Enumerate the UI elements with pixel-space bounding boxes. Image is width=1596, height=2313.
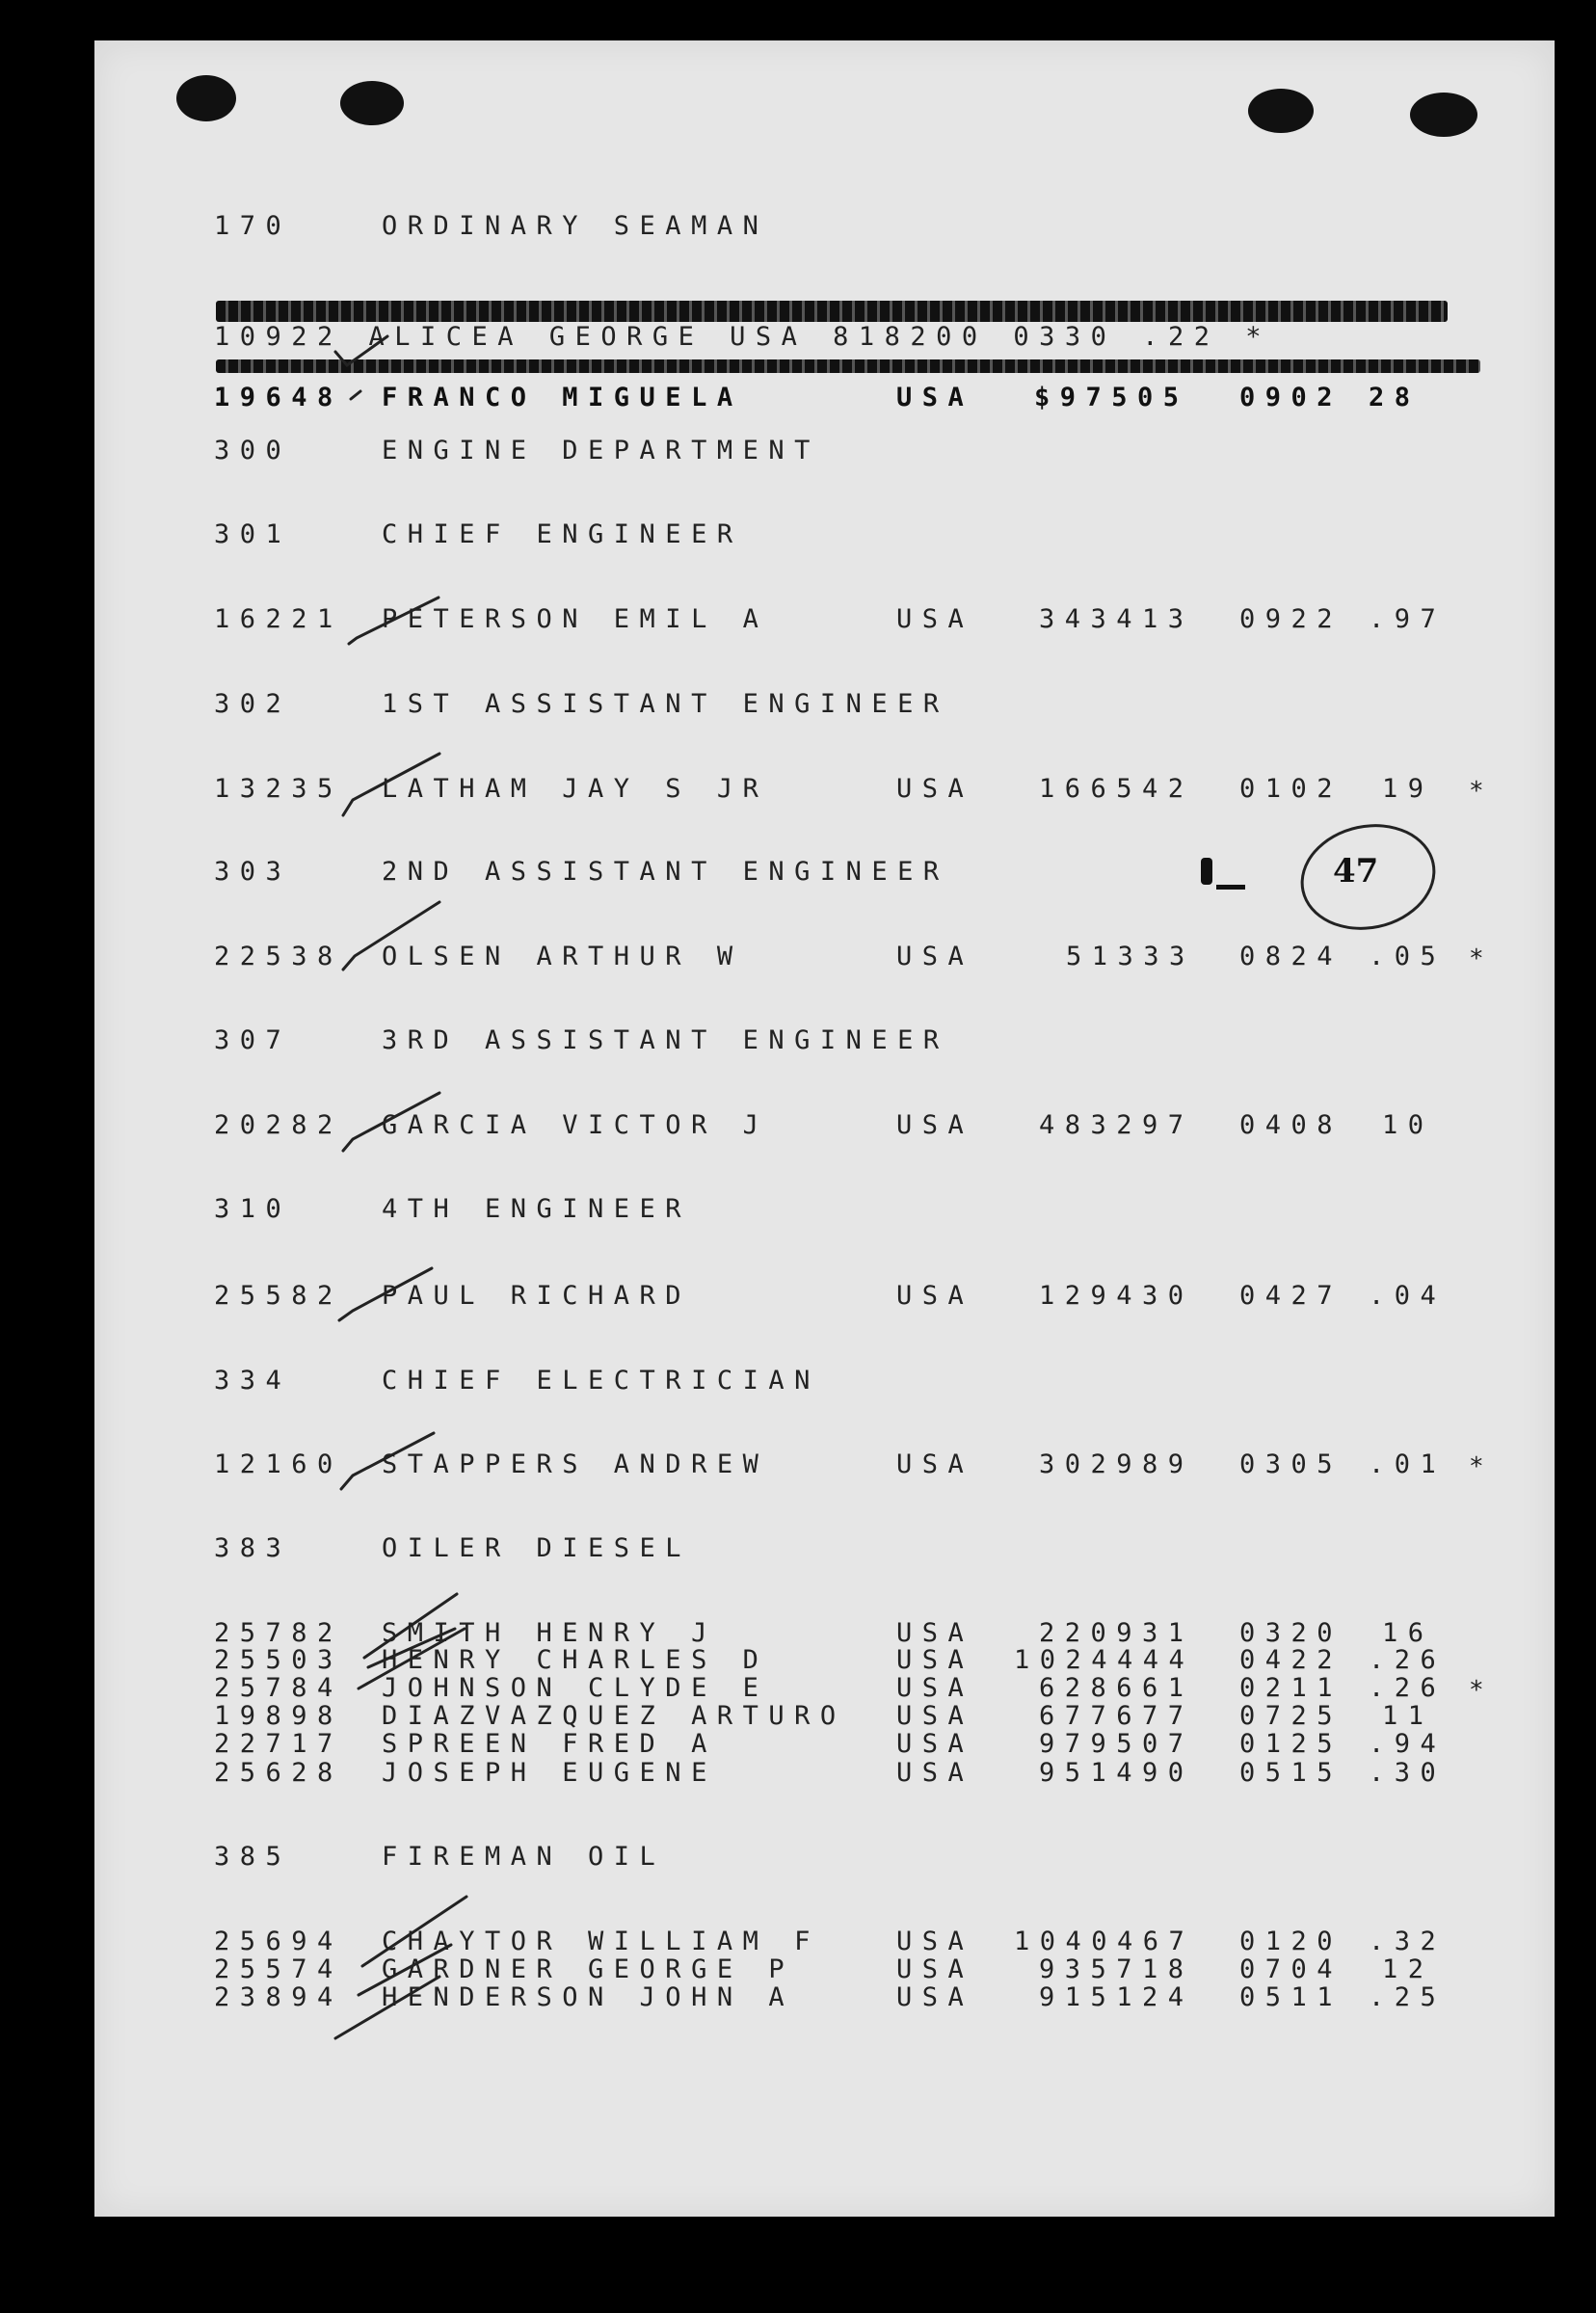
entry-name: GARDNER GEORGE P: [382, 1954, 795, 1984]
entry-date: 0120: [1239, 1927, 1343, 1956]
entry-name: SMITH HENRY J: [382, 1618, 717, 1648]
entry-id: 13235: [214, 774, 343, 804]
section-title: OILER DIESEL: [382, 1533, 692, 1563]
entry-star: *: [1469, 1676, 1484, 1705]
header-title: ORDINARY SEAMAN: [382, 211, 769, 241]
entry-number: 220931: [1039, 1618, 1194, 1648]
entry-date: 0422: [1239, 1645, 1343, 1675]
pencil-mark: [1201, 858, 1212, 885]
entry-nationality: USA: [896, 1729, 974, 1759]
entry-nationality: USA: [896, 1673, 974, 1703]
entry-id: 22538: [214, 942, 343, 971]
entry-date: 0515: [1239, 1758, 1343, 1788]
punch-hole: [176, 75, 236, 121]
entry-number: 343413: [1039, 604, 1194, 634]
entry-date: 0902: [1239, 383, 1343, 412]
entry-name: SPREEN FRED A: [382, 1729, 717, 1759]
entry-name: OLSEN ARTHUR W: [382, 942, 743, 971]
section-code: 303: [214, 857, 292, 887]
entry-value: .26: [1369, 1673, 1447, 1703]
entry-number: 51333: [1066, 942, 1195, 971]
entry-value: .01: [1369, 1449, 1447, 1479]
entry-date: 0922: [1239, 604, 1343, 634]
entry-nationality: USA: [896, 942, 974, 971]
entry-date: 0125: [1239, 1729, 1343, 1759]
entry-nationality: USA: [896, 1645, 974, 1675]
entry-id: 20282: [214, 1110, 343, 1140]
entry-star: *: [1469, 1452, 1484, 1481]
section-code: 334: [214, 1366, 292, 1396]
entry-date: 0305: [1239, 1449, 1343, 1479]
entry-nationality: USA: [896, 1110, 974, 1140]
entry-value: .05: [1369, 942, 1447, 971]
header-code: 170: [214, 211, 292, 241]
entry-number: 1040467: [1014, 1927, 1195, 1956]
entry-value: 28: [1369, 383, 1421, 412]
entry-star: *: [1469, 944, 1484, 973]
entry-id: 19648: [214, 383, 343, 412]
entry-name: CHAYTOR WILLIAM F: [382, 1927, 820, 1956]
section-code: 307: [214, 1025, 292, 1055]
entry-name: PETERSON EMIL A: [382, 604, 769, 634]
entry-value: .94: [1369, 1729, 1447, 1759]
entry-value: 16: [1382, 1618, 1434, 1648]
entry-name: PAUL RICHARD: [382, 1281, 692, 1311]
section-title: ENGINE DEPARTMENT: [382, 436, 820, 465]
entry-nationality: USA: [896, 383, 974, 412]
entry-value: .04: [1369, 1281, 1447, 1311]
strikethrough-line: [216, 359, 1480, 373]
section-code: 310: [214, 1194, 292, 1224]
section-code: 385: [214, 1842, 292, 1872]
entry-number: 951490: [1039, 1758, 1194, 1788]
entry-date: 0408: [1239, 1110, 1343, 1140]
entry-value: .25: [1369, 1982, 1447, 2012]
entry-date: 0211: [1239, 1673, 1343, 1703]
section-title: 2ND ASSISTANT ENGINEER: [382, 857, 949, 887]
section-title: 3RD ASSISTANT ENGINEER: [382, 1025, 949, 1055]
section-title: FIREMAN OIL: [382, 1842, 666, 1872]
entry-nationality: USA: [896, 1701, 974, 1731]
entry-name: FRANCO MIGUELA: [382, 383, 743, 412]
crossed-entry: 10922 ALICEA GEORGE USA 818200 0330 .22 *: [214, 322, 1271, 352]
entry-nationality: USA: [896, 1982, 974, 2012]
pencil-mark: [1216, 885, 1245, 890]
entry-name: HENRY CHARLES D: [382, 1645, 769, 1675]
entry-id: 16221: [214, 604, 343, 634]
entry-nationality: USA: [896, 1927, 974, 1956]
section-title: CHIEF ENGINEER: [382, 519, 743, 549]
entry-number: 302989: [1039, 1449, 1194, 1479]
entry-value: .32: [1369, 1927, 1447, 1956]
entry-name: DIAZVAZQUEZ ARTURO: [382, 1701, 846, 1731]
section-code: 301: [214, 519, 292, 549]
entry-date: 0824: [1239, 942, 1343, 971]
entry-number: 677677: [1039, 1701, 1194, 1731]
entry-id: 22717: [214, 1729, 343, 1759]
entry-value: 19: [1382, 774, 1434, 804]
entry-number: 483297: [1039, 1110, 1194, 1140]
strikethrough-line: [216, 301, 1448, 322]
entry-id: 25784: [214, 1673, 343, 1703]
entry-date: 0704: [1239, 1954, 1343, 1984]
entry-nationality: USA: [896, 774, 974, 804]
entry-id: 25628: [214, 1758, 343, 1788]
entry-value: 10: [1382, 1110, 1434, 1140]
entry-number: 166542: [1039, 774, 1194, 804]
entry-number: 915124: [1039, 1982, 1194, 2012]
section-code: 300: [214, 436, 292, 465]
punch-hole: [340, 81, 404, 125]
entry-date: 0511: [1239, 1982, 1343, 2012]
entry-number: 1024444: [1014, 1645, 1195, 1675]
entry-number: 935718: [1039, 1954, 1194, 1984]
entry-value: .97: [1369, 604, 1447, 634]
entry-nationality: USA: [896, 1281, 974, 1311]
entry-date: 0427: [1239, 1281, 1343, 1311]
entry-nationality: USA: [896, 604, 974, 634]
circled-number: 47: [1333, 852, 1379, 891]
entry-date: 0102: [1239, 774, 1343, 804]
entry-id: 12160: [214, 1449, 343, 1479]
section-title: 1ST ASSISTANT ENGINEER: [382, 689, 949, 719]
section-code: 383: [214, 1533, 292, 1563]
entry-date: 0725: [1239, 1701, 1343, 1731]
entry-value: .30: [1369, 1758, 1447, 1788]
entry-id: 23894: [214, 1982, 343, 2012]
entry-id: 25574: [214, 1954, 343, 1984]
entry-name: JOHNSON CLYDE E: [382, 1673, 769, 1703]
entry-name: HENDERSON JOHN A: [382, 1982, 795, 2012]
entry-number: 129430: [1039, 1281, 1194, 1311]
section-title: 4TH ENGINEER: [382, 1194, 692, 1224]
entry-date: 0320: [1239, 1618, 1343, 1648]
entry-name: GARCIA VICTOR J: [382, 1110, 769, 1140]
entry-value: .26: [1369, 1645, 1447, 1675]
punch-hole: [1248, 89, 1314, 133]
entry-value: 12: [1382, 1954, 1434, 1984]
entry-number: 628661: [1039, 1673, 1194, 1703]
entry-id: 25582: [214, 1281, 343, 1311]
entry-number: $97505: [1034, 383, 1189, 412]
entry-name: LATHAM JAY S JR: [382, 774, 769, 804]
entry-id: 25694: [214, 1927, 343, 1956]
section-code: 302: [214, 689, 292, 719]
entry-id: 25503: [214, 1645, 343, 1675]
entry-nationality: USA: [896, 1954, 974, 1984]
entry-id: 25782: [214, 1618, 343, 1648]
punch-hole: [1410, 93, 1477, 137]
entry-nationality: USA: [896, 1758, 974, 1788]
entry-number: 979507: [1039, 1729, 1194, 1759]
entry-nationality: USA: [896, 1618, 974, 1648]
entry-value: 11: [1382, 1701, 1434, 1731]
entry-nationality: USA: [896, 1449, 974, 1479]
entry-name: JOSEPH EUGENE: [382, 1758, 717, 1788]
entry-id: 19898: [214, 1701, 343, 1731]
entry-name: STAPPERS ANDREW: [382, 1449, 769, 1479]
section-title: CHIEF ELECTRICIAN: [382, 1366, 820, 1396]
entry-star: *: [1469, 777, 1484, 806]
